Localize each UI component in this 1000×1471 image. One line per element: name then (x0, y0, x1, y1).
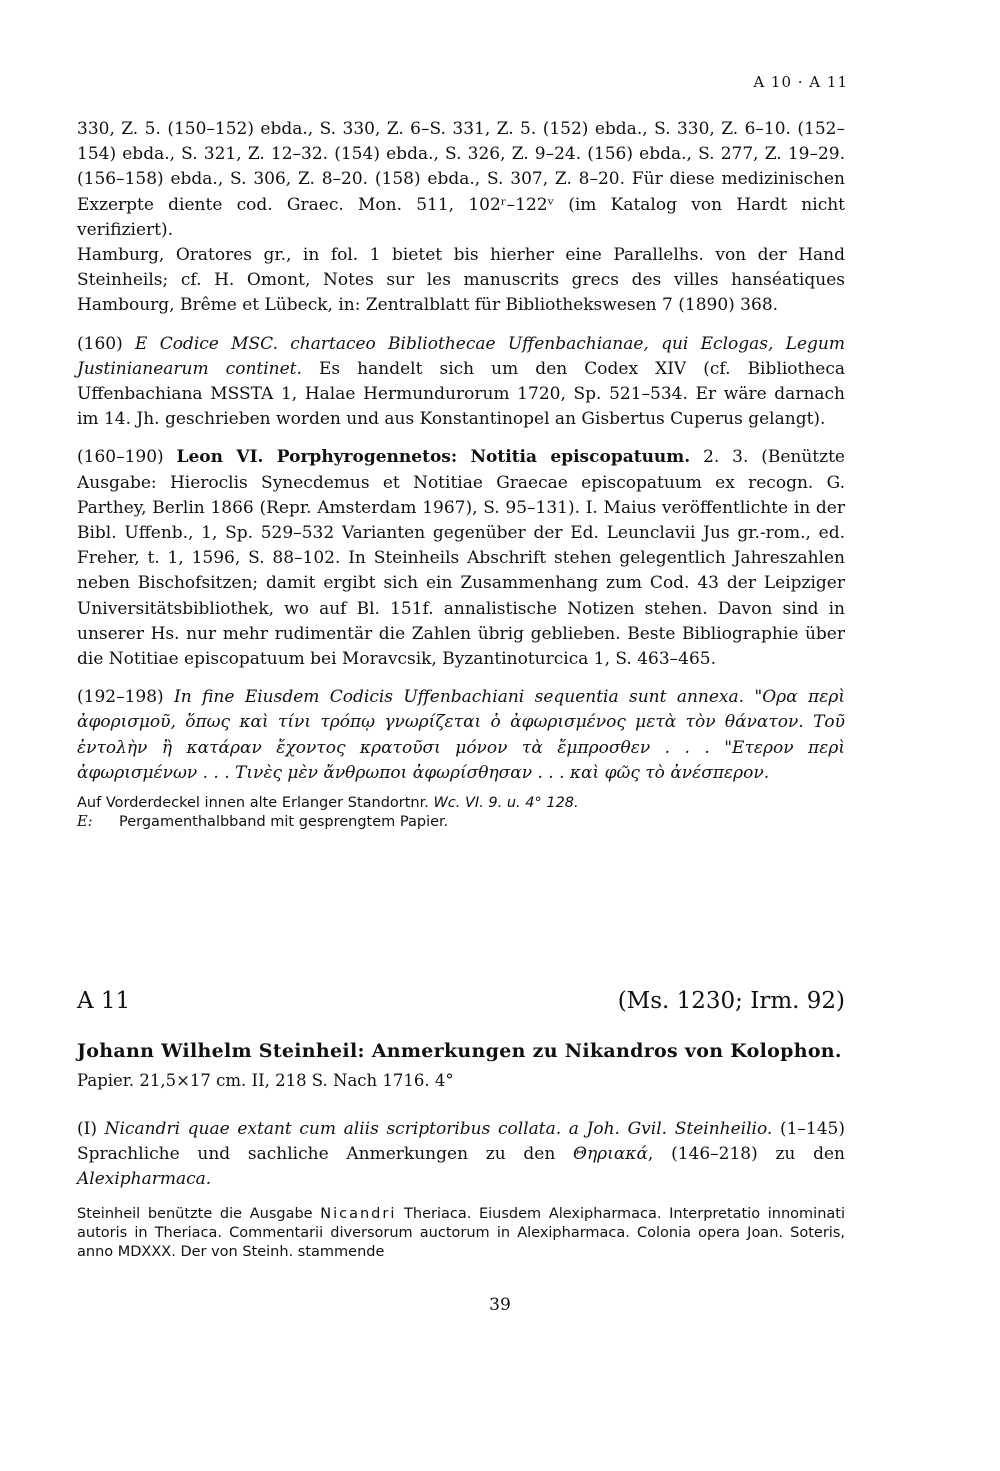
page-number: 39 (489, 1295, 511, 1315)
entry-160: (160) E Codice MSC. chartaceo Bibliothecae Uffenbachianae, qui Eclogas, Legum Justinianearum continet. Es handelt sich um den Codex XIV (cf. Bibliotheca Uffenbachiana MSSTA 1, Halae Hermundurorum 1720, Sp. 521–534. Er wäre darnach im 14. Jh. geschrieben worden und aus Konstantinopel an Gisbertus Cuperus gelangt). (77, 333, 845, 430)
binding-note: E: Pergamenthalbband mit gesprengtem Papier. (77, 814, 449, 831)
section-ms-number: (Ms. 1230; Irm. 92) (617, 988, 845, 1014)
section-paragraph-1: (I) Nicandri quae extant cum aliis scriptoribus collata. a Joh. Gvil. Steinheilio. (1–145) Sprachliche und sachliche Anmerkungen zu den Θηριακά, (146–218) zu den Alexipharmaca. (77, 1119, 845, 1190)
running-head: A 10 · A 11 (753, 73, 848, 91)
section-id: A 11 (77, 988, 131, 1014)
edition-note: Steinheil benützte die Ausgabe Nicandri Theriaca. Eiusdem Alexipharmaca. Interpretatio innominati autoris in Theriaca. Commentarii diversorum auctorum in Alexipharmaca. Colonia opera Joan. Soteris, anno MDXXX. Der von Steinh. stammende (77, 1205, 845, 1260)
entry-160-190: (160–190) Leon VI. Porphyrogennetos: Notitia episcopatuum. 2. 3. (Benützte Ausgabe: Hieroclis Synecdemus et Notitiae Graecae episcopatuum ex recogn. G. Parthey, Berlin 1866 (Repr. Amsterdam 1967), S. 95–131). I. Maius veröffentlichte in der Bibl. Uffenb., 1, Sp. 529–532 Varianten gegenüber der Ed. Leunclavii Jus gr.-rom., ed. Freher, t. 1, 1596, S. 88–102. In Steinheils Abschrift stehen gelegentlich Jahreszahlen neben Bischofsitzen; damit ergibt sich ein Zusammenhang zum Cod. 43 der Leipziger Universitätsbibliothek, wo auf Bl. 151f. annalistische Notizen stehen. Davon sind in unserer Hs. nur mehr rudimentär die Zahlen übrig geblieben. Beste Bibliographie über die Notitiae episcopatuum bei Moravcsik, Byzantinoturcica 1, S. 463–465. (77, 447, 845, 670)
hamburg-parallel-paragraph: Hamburg, Oratores gr., in fol. 1 bietet bis hierher eine Parallelhs. von der Hand Steinheils; cf. H. Omont, Notes sur les manuscrits grecs des villes hanséatiques Hambourg, Brême et Lübeck, in: Zentralblatt für Bibliothekswesen 7 (1890) 368. (77, 245, 845, 316)
entry-192-198: (192–198) In fine Eiusdem Codicis Uffenbachiani sequentia sunt annexa. "Ορα περὶ ἀφορισμοῦ, ὅπως καὶ τίνι τρόπῳ γνωρίζεται ὁ ἀφωρισμένος μετὰ τὸν θάνατον. Τοῦ ἐντολὴν ἢ κατάραν ἔχοντος κρατοῦσι μόνον τὰ ἔμπροσθεν . . . "Ετερον περὶ ἀφωρισμένων . . . Τινὲς μὲν ἄνθρωποι ἀφωρίσθησαν . . . καὶ φῶς τὸ ἀνέσπερον. (77, 687, 845, 783)
excerpt-references-paragraph: 330, Z. 5. (150–152) ebda., S. 330, Z. 6–S. 331, Z. 5. (152) ebda., S. 330, Z. 6–10. (152–154) ebda., S. 321, Z. 12–32. (154) ebda., S. 326, Z. 9–24. (156) ebda., S. 277, Z. 19–29. (156–158) ebda., S. 306, Z. 8–20. (158) ebda., S. 307, Z. 8–20. Für diese medizinischen Exzerpte diente cod. Graec. Mon. 511, 102ʳ–122ᵛ (im Katalog von Hardt nicht verifiziert). (77, 119, 845, 240)
section-subtitle: Papier. 21,5×17 cm. II, 218 S. Nach 1716. 4° (77, 1071, 454, 1090)
section-body (77, 1117, 845, 1262)
main-text-block (77, 117, 845, 832)
section-title: Johann Wilhelm Steinheil: Anmerkungen zu Nikandros von Kolophon. (77, 1040, 842, 1062)
shelfmark-note: Auf Vorderdeckel innen alte Erlanger Standortnr. Wc. VI. 9. u. 4° 128. (77, 795, 579, 812)
section-heading (77, 988, 845, 1014)
